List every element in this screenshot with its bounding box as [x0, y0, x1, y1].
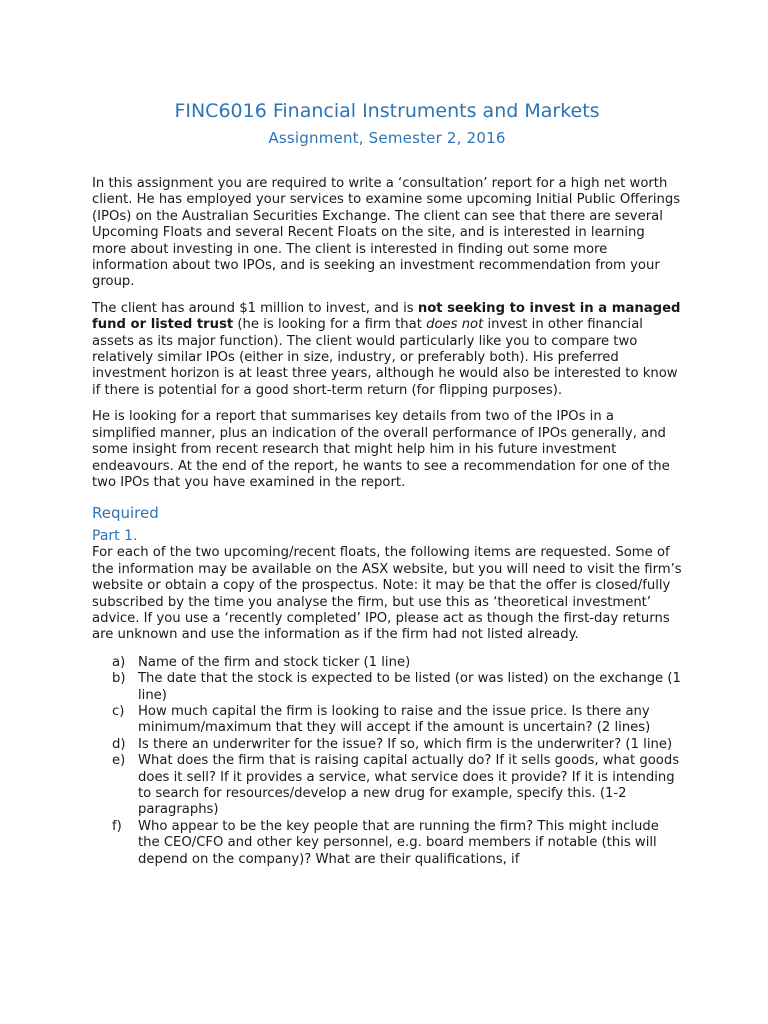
list-item	[112, 753, 682, 819]
list-item	[112, 737, 682, 753]
document-title: FINC6016 Financial Instruments and Markets	[174, 100, 600, 122]
paragraph-2-bold: not seeking to invest in a managed fund or listed trust	[92, 300, 681, 333]
part-1-text: For each of the two upcoming/recent floats, the following items are requested. Some of the information may be available on the ASX website, but you will need to visit the firm’s website or obtain a copy of the prospectus. Note: it may be that the offer is closed/fully subscribed by the time you analyse the firm, but use this as ‘theoretical investment’ advice. If you use a ‘recently completed’ IPO, please act as though the first-day returns are unknown and use the information as if the firm had not listed already.	[92, 545, 682, 643]
document-page	[92, 98, 682, 868]
list-item	[112, 819, 682, 868]
list-item-text: Who appear to be the key people that are running the firm? This might include the CEO/CFO and other key personnel, e.g. board members if notable (this will depend on the company)? What are their qualifications, if	[138, 818, 659, 867]
list-item	[112, 704, 682, 737]
list-item	[112, 671, 682, 704]
intro-paragraph-3: He is looking for a report that summarises key details from two of the IPOs in a simplified manner, plus an indication of the overall performance of IPOs generally, and some insight from recent research that might help him in his future investment endeavours. At the end of the report, he wants to see a recommendation for one of the two IPOs that you have examined in the report.	[92, 409, 670, 490]
list-marker: a)	[112, 654, 126, 670]
document-subtitle: Assignment, Semester 2, 2016	[268, 129, 506, 147]
requested-items-list	[92, 655, 682, 868]
paragraph-2-start: The client has around $1 million to invest, and is	[92, 300, 418, 316]
intro-paragraph-2	[92, 301, 682, 399]
list-marker: d)	[112, 736, 126, 752]
list-item-text: Is there an underwriter for the issue? If so, which firm is the underwriter? (1 line)	[138, 736, 673, 752]
paragraph-2-middle: (he is looking for a firm that	[233, 317, 427, 333]
paragraph-2-italic: does not	[426, 317, 484, 333]
list-item	[112, 655, 682, 671]
list-item-text: How much capital the firm is looking to raise and the issue price. Is there any minimum/maximum that they will accept if the amount is uncertain? (2 lines)	[138, 703, 651, 736]
list-marker: e)	[112, 753, 126, 769]
required-heading: Required	[92, 504, 159, 523]
paragraph-2-end: invest in other financial assets as its major function). The client would particularly like you to compare two relatively similar IPOs (either in size, industry, or preferably both). His preferred investment horizon is at least three years, although he would also be interested to know if there is potential for a good short-term return (for flipping purposes).	[92, 317, 678, 398]
intro-section	[92, 176, 682, 491]
list-marker: c)	[112, 703, 125, 719]
list-marker: f)	[112, 818, 122, 834]
list-marker: b)	[112, 671, 126, 687]
intro-paragraph-1: In this assignment you are required to write a ‘consultation’ report for a high net worth client. He has employed your services to examine some upcoming Initial Public Offerings (IPOs) on the Australian Securities Exchange. The client can see that there are several Upcoming Floats and several Recent Floats on the site, and is interested in learning more about investing in one. The client is interested in finding out some more information about two IPOs, and is seeking an investment recommendation from your group.	[92, 176, 681, 290]
list-item-text: What does the firm that is raising capital actually do? If it sells goods, what goods does it sell? If it provides a service, what service does it provide? If it is intending to search for resources/develop a new drug for example, specify this. (1-2 paragraphs)	[138, 753, 680, 818]
list-item-text: Name of the firm and stock ticker (1 line)	[138, 654, 411, 670]
part-1-heading: Part 1.	[92, 528, 138, 545]
list-item-text: The date that the stock is expected to be listed (or was listed) on the exchange (1 line)	[138, 671, 681, 703]
